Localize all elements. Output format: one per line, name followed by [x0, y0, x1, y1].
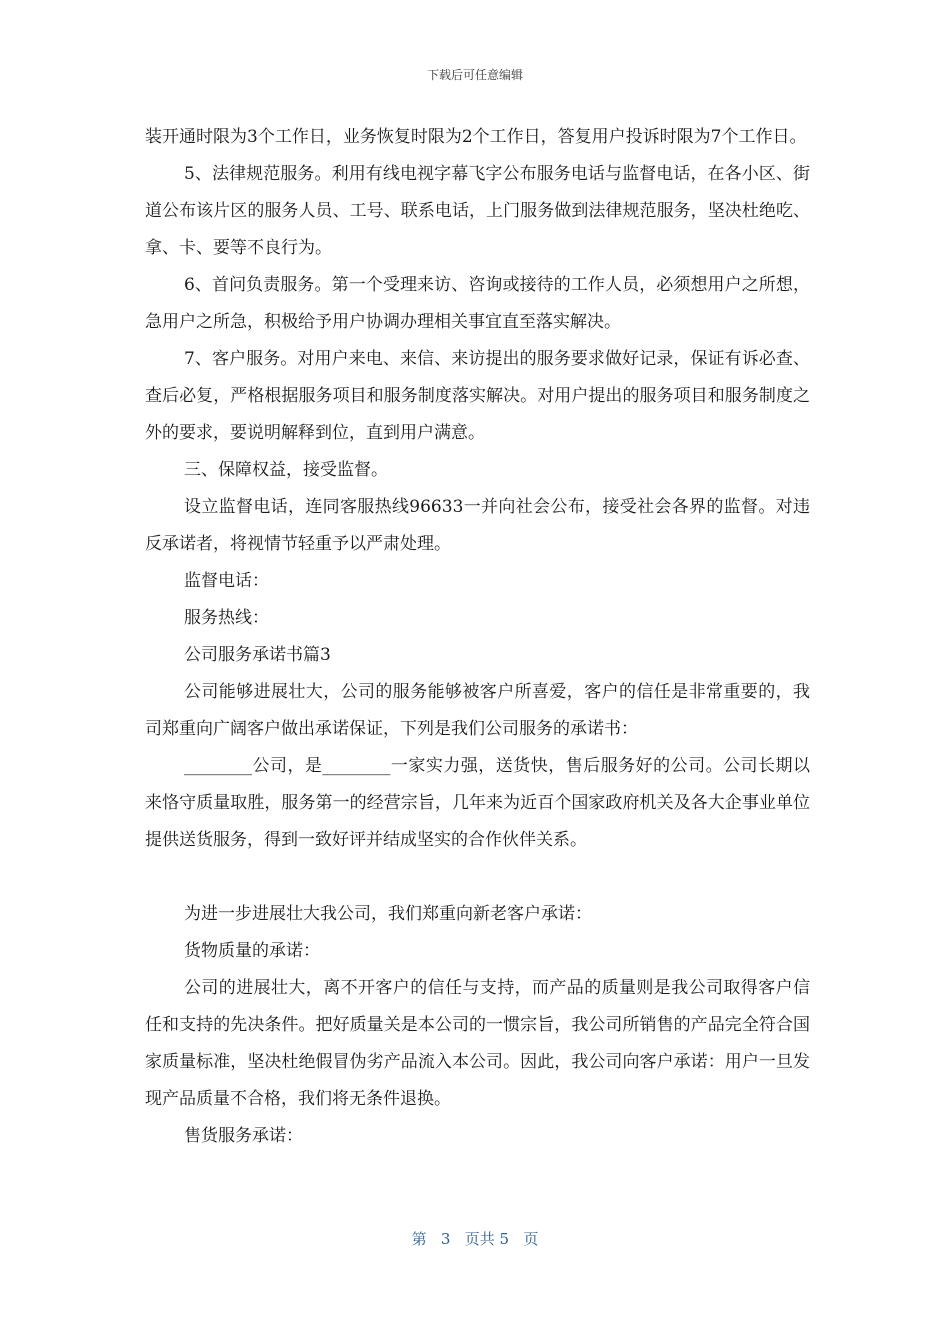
paragraph-1: 装开通时限为3个工作日，业务恢复时限为2个工作日，答复用户投诉时限为7个工作日。 — [145, 127, 807, 147]
paragraph-2: 5、法律规范服务。利用有线电视字幕飞字公布服务电话与监督电话，在各小区、街道公布该片区的服务人员、工号、联系电话，上门服务做到法律规范服务，坚决杜绝吃、拿、卡、要等不良行为。 — [145, 164, 810, 258]
page-header: 下载后可任意编辑 — [426, 68, 523, 82]
page-footer — [0, 1229, 950, 1249]
article-title: 公司服务承诺书篇3 — [184, 645, 331, 665]
footer-prefix: 第 — [411, 1230, 427, 1248]
blank-line — [145, 859, 810, 896]
current-page-number: 3 — [440, 1230, 451, 1248]
paragraph-4: 7、客户服务。对用户来电、来信、来访提出的服务要求做好记录，保证有诉必查、查后必复，严格根据服务项目和服务制度落实解决。对用户提出的服务项目和服务制度之外的要求，要说明解释到位，直到用户满意。 — [145, 349, 810, 443]
section-heading-3: 三、保障权益，接受监督。 — [184, 460, 388, 480]
paragraph-6: 设立监督电话，连同客服热线96633一并向社会公布，接受社会各界的监督。对违反承诺者，将视情节轻重予以严肃处理。 — [145, 497, 810, 554]
document-body — [145, 119, 810, 1155]
supervision-phone-label: 监督电话： — [184, 571, 269, 591]
sales-service-heading: 售货服务承诺： — [184, 1126, 303, 1146]
service-hotline-label: 服务热线： — [184, 608, 269, 628]
quality-commitment-heading: 货物质量的承诺： — [184, 941, 320, 961]
paragraph-11: ________公司，是________一家实力强，送货快，售后服务好的公司。公司长期以来恪守质量取胜，服务第一的经营宗旨，几年来为近百个国家政府机关及各大企事业单位提供送货服务，得到一致好评并结成坚实的合作伙伴关系。 — [145, 756, 810, 850]
paragraph-13: 为进一步进展壮大我公司，我们郑重向新老客户承诺： — [184, 904, 592, 924]
footer-suffix: 页 — [523, 1230, 539, 1248]
paragraph-3: 6、首问负责服务。第一个受理来访、咨询或接待的工作人员，必须想用户之所想，急用户之所急，积极给予用户协调办理相关事宜直至落实解决。 — [145, 275, 810, 332]
paragraph-15: 公司的进展壮大，离不开客户的信任与支持，而产品的质量则是我公司取得客户信任和支持的先决条件。把好质量关是本公司的一惯宗旨，我公司所销售的产品完全符合国家质量标准，坚决杜绝假冒伪劣产品流入本公司。因此，我公司向客户承诺：用户一旦发现产品质量不合格，我们将无条件退换。 — [145, 978, 810, 1109]
total-pages-number: 5 — [499, 1230, 510, 1248]
footer-middle: 页共 — [464, 1230, 495, 1248]
paragraph-10: 公司能够进展壮大，公司的服务能够被客户所喜爱，客户的信任是非常重要的，我司郑重向广阔客户做出承诺保证，下列是我们公司服务的承诺书： — [145, 682, 810, 739]
